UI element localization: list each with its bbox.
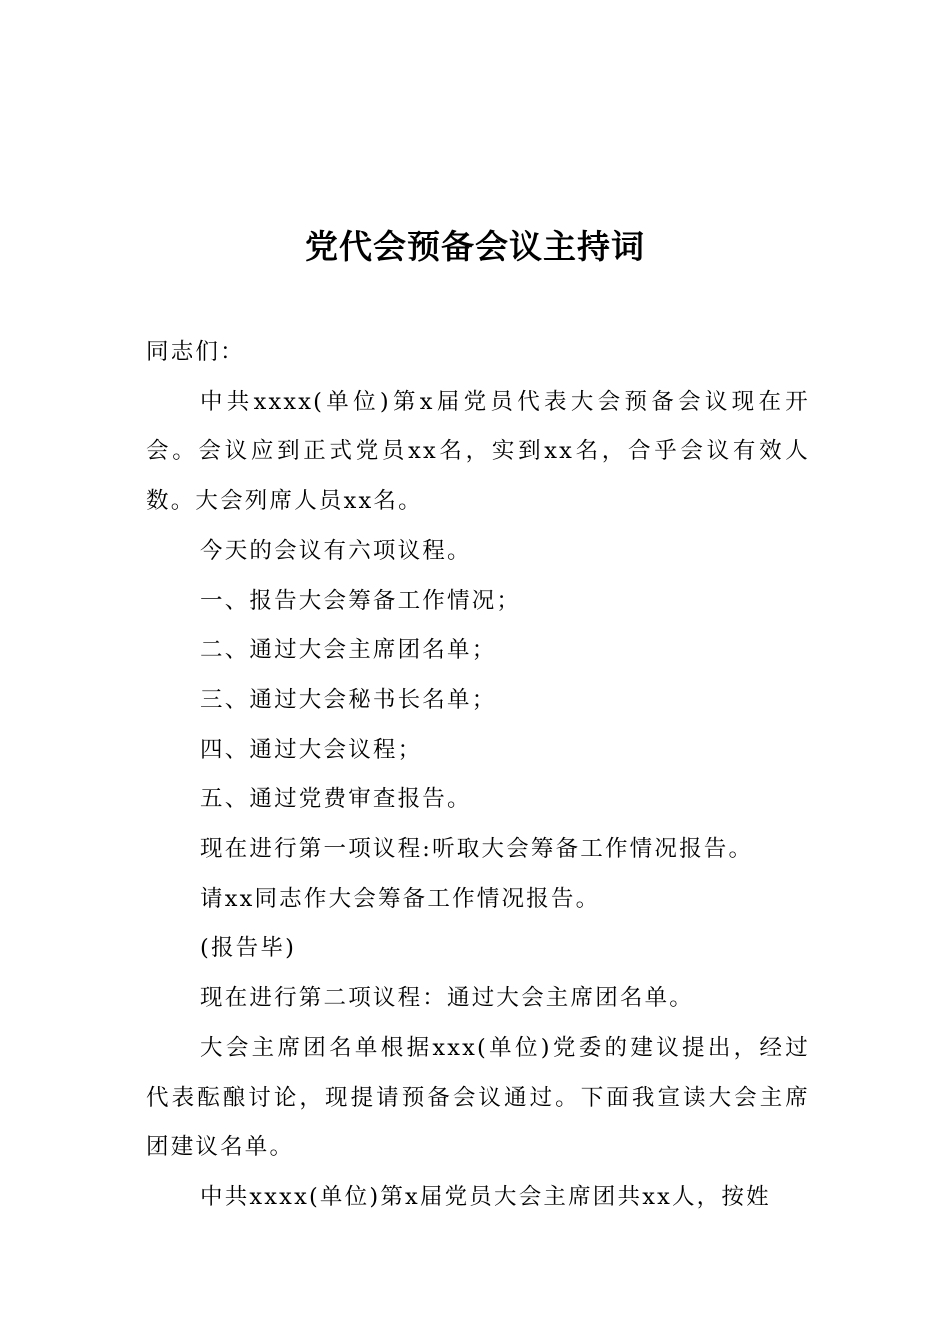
body-paragraph: 大会主席团名单根据xxx(单位)党委的建议提出，经过代表酝酿讨论，现提请预备会议通过。下面我宣读大会主席团建议名单。 bbox=[146, 1034, 810, 1161]
agenda-item: 五、通过党费审查报告。 bbox=[200, 786, 472, 813]
salutation-paragraph: 同志们： bbox=[146, 339, 245, 365]
body-paragraph: 现在进行第二项议程：通过大会主席团名单。 bbox=[200, 985, 695, 1012]
document-body bbox=[146, 328, 810, 1223]
body-paragraph: 中共xxxx(单位)第x届党员大会主席团共xx人，按姓 bbox=[200, 1183, 771, 1210]
body-paragraph: 请xx同志作大会筹备工作情况报告。 bbox=[200, 885, 601, 912]
body-paragraph: 现在进行第一项议程:听取大会筹备工作情况报告。 bbox=[200, 836, 754, 863]
body-paragraph: 今天的会议有六项议程。 bbox=[200, 537, 472, 564]
agenda-item: 一、报告大会筹备工作情况； bbox=[200, 587, 522, 614]
agenda-item: 三、通过大会秘书长名单； bbox=[200, 686, 497, 713]
agenda-item: 四、通过大会议程； bbox=[200, 736, 423, 763]
document-title: 党代会预备会议主持词 bbox=[305, 227, 645, 266]
agenda-item: 二、通过大会主席团名单； bbox=[200, 637, 497, 664]
body-paragraph: (报告毕) bbox=[200, 935, 297, 962]
body-paragraph: 中共xxxx(单位)第x届党员代表大会预备会议现在开会。会议应到正式党员xx名，实到xx名，合乎会议有效人数。大会列席人员xx名。 bbox=[146, 388, 810, 515]
